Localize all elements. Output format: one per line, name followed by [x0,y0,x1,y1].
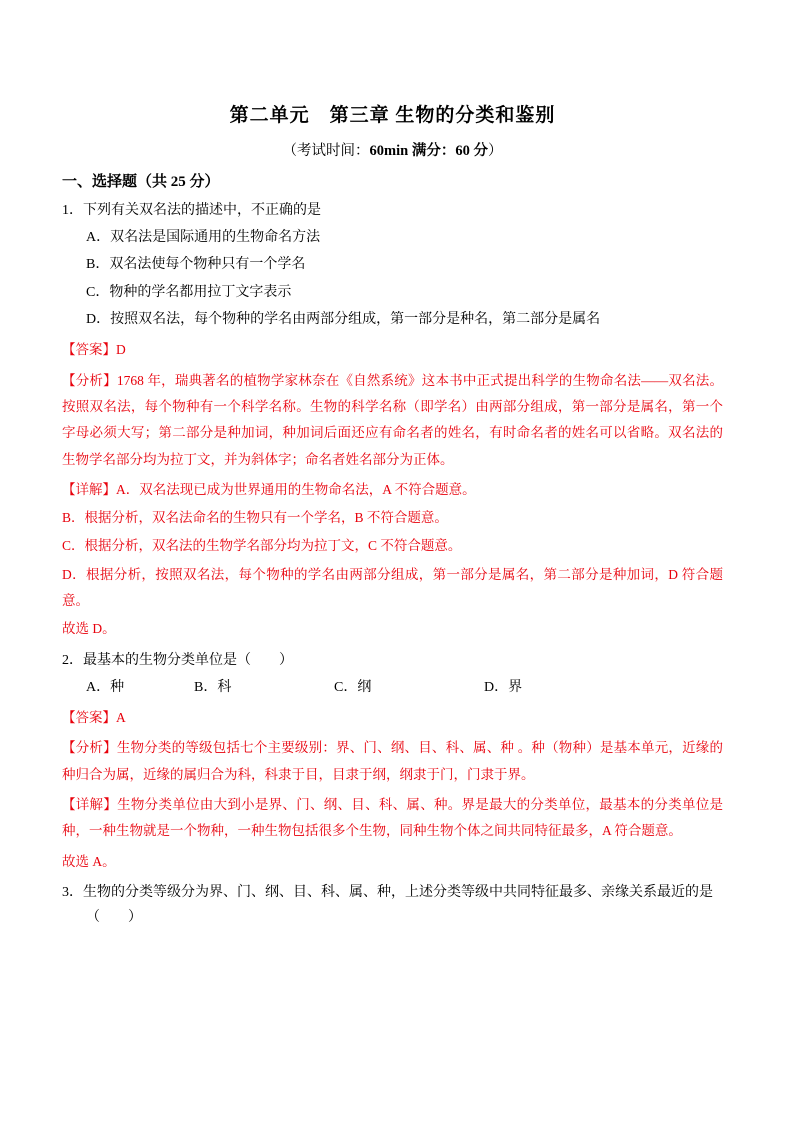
question-1-conclusion: 故选 D。 [62,621,116,637]
section-heading: 一、选择题（共 25 分） [62,174,220,190]
option-c[interactable]: C．物种的学名都用拉丁文字表示 [86,284,292,300]
exam-info-suffix: ） [487,143,503,159]
question-2-answer [62,705,723,731]
exam-info-time: 60min [369,143,409,159]
question-1-detail-line-2: B．根据分析，双名法命名的生物只有一个学名，B 不符合题意。 [62,510,448,526]
question-3-stem-continuation: （ ） [86,910,142,926]
answer-label: 【答案】 [62,710,116,726]
option-b[interactable]: B．双名法使每个物种只有一个学名 [86,257,306,273]
option-b[interactable]: B．科 [194,679,232,695]
question-2-detail [62,792,723,845]
question-2-number: 2． [62,652,83,668]
option-d[interactable]: D．界 [484,679,523,695]
question-1-detail-line-1 [62,477,723,503]
question-1-detail-line-3: C．根据分析，双名法的生物学名部分均为拉丁文，C 不符合题意。 [62,538,462,554]
question-1-stem: 下列有关双名法的描述中，不正确的是 [83,203,321,218]
question-1-number: 1． [62,203,83,218]
question-2-stem: 最基本的生物分类单位是（ ） [83,652,293,668]
answer-label: 【答案】 [62,342,116,358]
option-a[interactable]: A．双名法是国际通用的生物命名方法 [86,230,321,246]
detail-label: 【详解】 [62,481,116,497]
detail-text: 生物分类单位由大到小是界、门、纲、目、科、属、种。界是最大的分类单位，最基本的分类单位是种，一种生物就是一个物种，一种生物包括很多个生物，同种生物个体之间共同特征最多，A 符合题意。 [62,797,724,839]
exam-info-prefix: （考试时间： [282,143,370,159]
option-c[interactable]: C．纲 [334,679,372,695]
question-3 [62,881,723,904]
option-a[interactable]: A．种 [86,679,125,695]
analysis-label: 【分析】 [62,372,117,388]
question-1-options [62,224,723,333]
analysis-label: 【分析】 [62,740,117,756]
question-3-stem: 生物的分类等级分为界、门、纲、目、科、属、种，上述分类等级中共同特征最多、亲缘关系最近的是 [83,884,713,900]
analysis-text: 生物分类的等级包括七个主要级别：界、门、纲、目、科、属、种 。种（物种）是基本单元，近缘的种归合为属，近缘的属归合为科，科隶于目，目隶于纲，纲隶于门，门隶于界。 [62,740,724,782]
question-3-number: 3． [62,884,83,900]
detail-label: 【详解】 [62,797,118,813]
question-2 [62,649,723,672]
exam-info [62,139,723,160]
question-1-answer [62,337,723,363]
question-1-detail-line-4: D．根据分析，按照双名法，每个物种的学名由两部分组成，第一部分是属名，第二部分是种加词，D 符合题意。 [62,566,723,609]
option-d[interactable]: D．按照双名法，每个物种的学名由两部分组成，第一部分是种名，第二部分是属名 [86,311,601,327]
answer-value: D [116,342,126,358]
page-title: 第二单元 第三章 生物的分类和鉴别 [229,105,556,126]
answer-value: A [116,710,126,726]
question-1 [62,199,723,222]
detail-text-a: A．双名法现已成为世界通用的生物命名法，A 不符合题意。 [116,481,476,497]
analysis-text: 1768 年，瑞典著名的植物学家林奈在《自然系统》这本书中正式提出科学的生物命名法——双名法。按照双名法，每个物种有一个科学名称。生物的科学名称（即学名）由两部分组成，第一部分是属名，第一个字母必须大写；第二部分是种加词，种加词后面还应有命名者的姓名，有时命名者的姓名可以省略。双名法的生物学名部分均为拉丁文，并为斜体字；命名者姓名部分为正体。 [62,372,724,467]
exam-info-score: 满分：60 分 [408,143,488,159]
question-2-options [86,674,723,701]
question-1-analysis [62,368,723,473]
question-2-analysis [62,735,723,788]
question-2-conclusion: 故选 A。 [62,853,116,869]
